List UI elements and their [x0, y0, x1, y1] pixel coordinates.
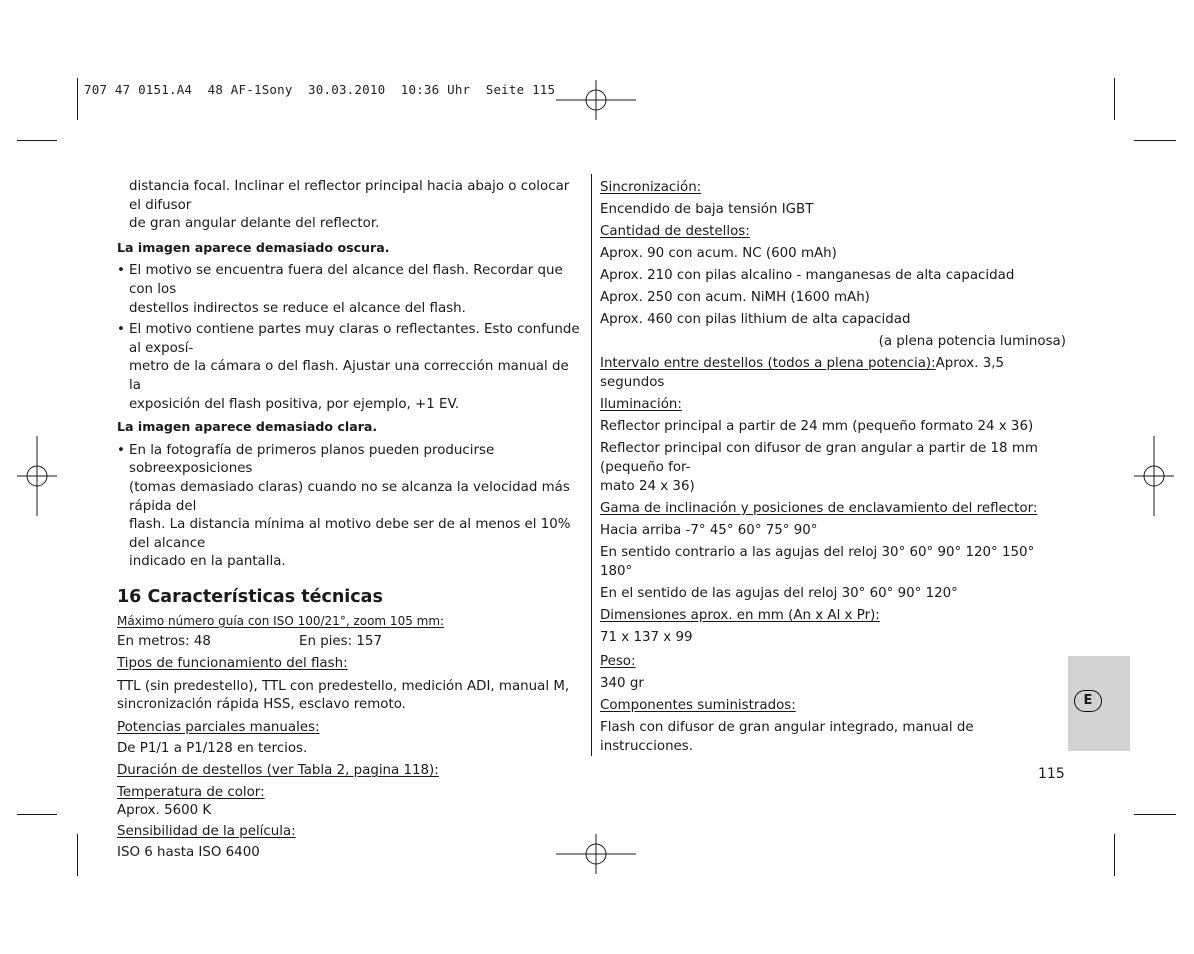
- dims-value: 71 x 137 x 99: [600, 630, 693, 645]
- tilt-label: Gama de inclinación y posiciones de enclavamiento del reflector:: [600, 501, 1038, 516]
- registration-mark-right: [1134, 436, 1174, 516]
- page-number: 115: [1038, 766, 1065, 782]
- illum-2: Reflector principal con difusor de gran angular a partir de 18 mm (pequeño for- mato 24 x 36): [600, 441, 1038, 494]
- print-slug: 707 47 0151.A4 48 AF-1Sony 30.03.2010 10:36 Uhr Seite 115: [84, 82, 556, 97]
- dims-label: Dimensiones aprox. en mm (An x Al x Pr):: [600, 608, 880, 623]
- interval-row: Intervalo entre destellos (todos a plena potencia):Aprox. 3,5 segundos: [600, 356, 1005, 390]
- partial-label: Potencias parciales manuales:: [117, 719, 320, 735]
- film-label: Sensibilidad de la película:: [117, 823, 296, 839]
- tilt-up: Hacia arriba -7° 45° 60° 75° 90°: [600, 523, 818, 538]
- partial-value: De P1/1 a P1/128 en tercios.: [117, 741, 308, 757]
- duration-label: Duración de destellos (ver Tabla 2, pagina 118):: [117, 763, 439, 779]
- language-badge: E: [1074, 690, 1102, 712]
- light-heading: La imagen aparece demasiado clara.: [117, 419, 378, 435]
- guide-label: Máximo número guía con ISO 100/21°, zoom 105 mm:: [117, 613, 445, 628]
- section-title: 16 Características técnicas: [117, 586, 383, 607]
- film-value: ISO 6 hasta ISO 6400: [117, 845, 260, 861]
- weight-value: 340 gr: [600, 676, 644, 691]
- dark-bullet-2: • El motivo contiene partes muy claras o reflectantes. Esto confunde al exposí- metro de la cámara o del flash. Ajustar una corrección manual de la exposición del flash positiva, por ejemplo, +1 EV.: [117, 322, 580, 412]
- illum-label: Iluminación:: [600, 397, 682, 412]
- count-2: Aprox. 210 con pilas alcalino - manganesas de alta capacidad: [600, 268, 1015, 283]
- tilt-cw: En el sentido de las agujas del reloj 30° 60° 90° 120°: [600, 586, 958, 601]
- illum-1: Reflector principal a partir de 24 mm (pequeño formato 24 x 36): [600, 419, 1034, 434]
- left-column: [117, 178, 583, 863]
- dark-bullet-1: • El motivo se encuentra fuera del alcance del flash. Recordar que con los destellos indirectos se reduce el alcance del flash.: [117, 263, 563, 316]
- count-note: (a plena potencia luminosa): [878, 334, 1066, 349]
- count-4: Aprox. 460 con pilas lithium de alta capacidad: [600, 312, 911, 327]
- modes-label: Tipos de funcionamiento del flash:: [117, 656, 348, 672]
- sync-value: Encendido de baja tensión IGBT: [600, 202, 814, 217]
- light-bullet-1: • En la fotografía de primeros planos pueden producirse sobreexposiciones (tomas demasiado claras) cuando no se alcanza la velocidad más rápida del flash. La distancia mínima al motivo debe ser de al menos el 10% del alcance indicado en la pantalla.: [117, 442, 571, 570]
- registration-mark-top: [556, 80, 636, 120]
- color-value: Aprox. 5600 K: [117, 803, 212, 819]
- supplied-label: Componentes suministrados:: [600, 698, 796, 713]
- modes-value: TTL (sin predestello), TTL con predestello, medición ADI, manual M, sincronización rápida HSS, esclavo remoto.: [117, 678, 570, 713]
- sync-label: Sincronización:: [600, 180, 702, 195]
- intro-text: distancia focal. Inclinar el reflector principal hacia abajo o colocar el difusor de gran angular delante del reflector.: [129, 179, 570, 232]
- count-1: Aprox. 90 con acum. NC (600 mAh): [600, 246, 837, 261]
- weight-label: Peso:: [600, 654, 636, 669]
- dark-heading: La imagen aparece demasiado oscura.: [117, 239, 390, 255]
- registration-mark-left: [17, 436, 57, 516]
- right-column: [600, 178, 1066, 756]
- guide-values: En metros: 48 En pies: 157: [117, 634, 382, 650]
- supplied-value: Flash con difusor de gran angular integrado, manual de instrucciones.: [600, 720, 974, 754]
- count-label: Cantidad de destellos:: [600, 224, 750, 239]
- color-label: Temperatura de color:: [117, 784, 265, 800]
- count-3: Aprox. 250 con acum. NiMH (1600 mAh): [600, 290, 870, 305]
- tilt-ccw: En sentido contrario a las agujas del reloj 30° 60° 90° 120° 150° 180°: [600, 545, 1035, 579]
